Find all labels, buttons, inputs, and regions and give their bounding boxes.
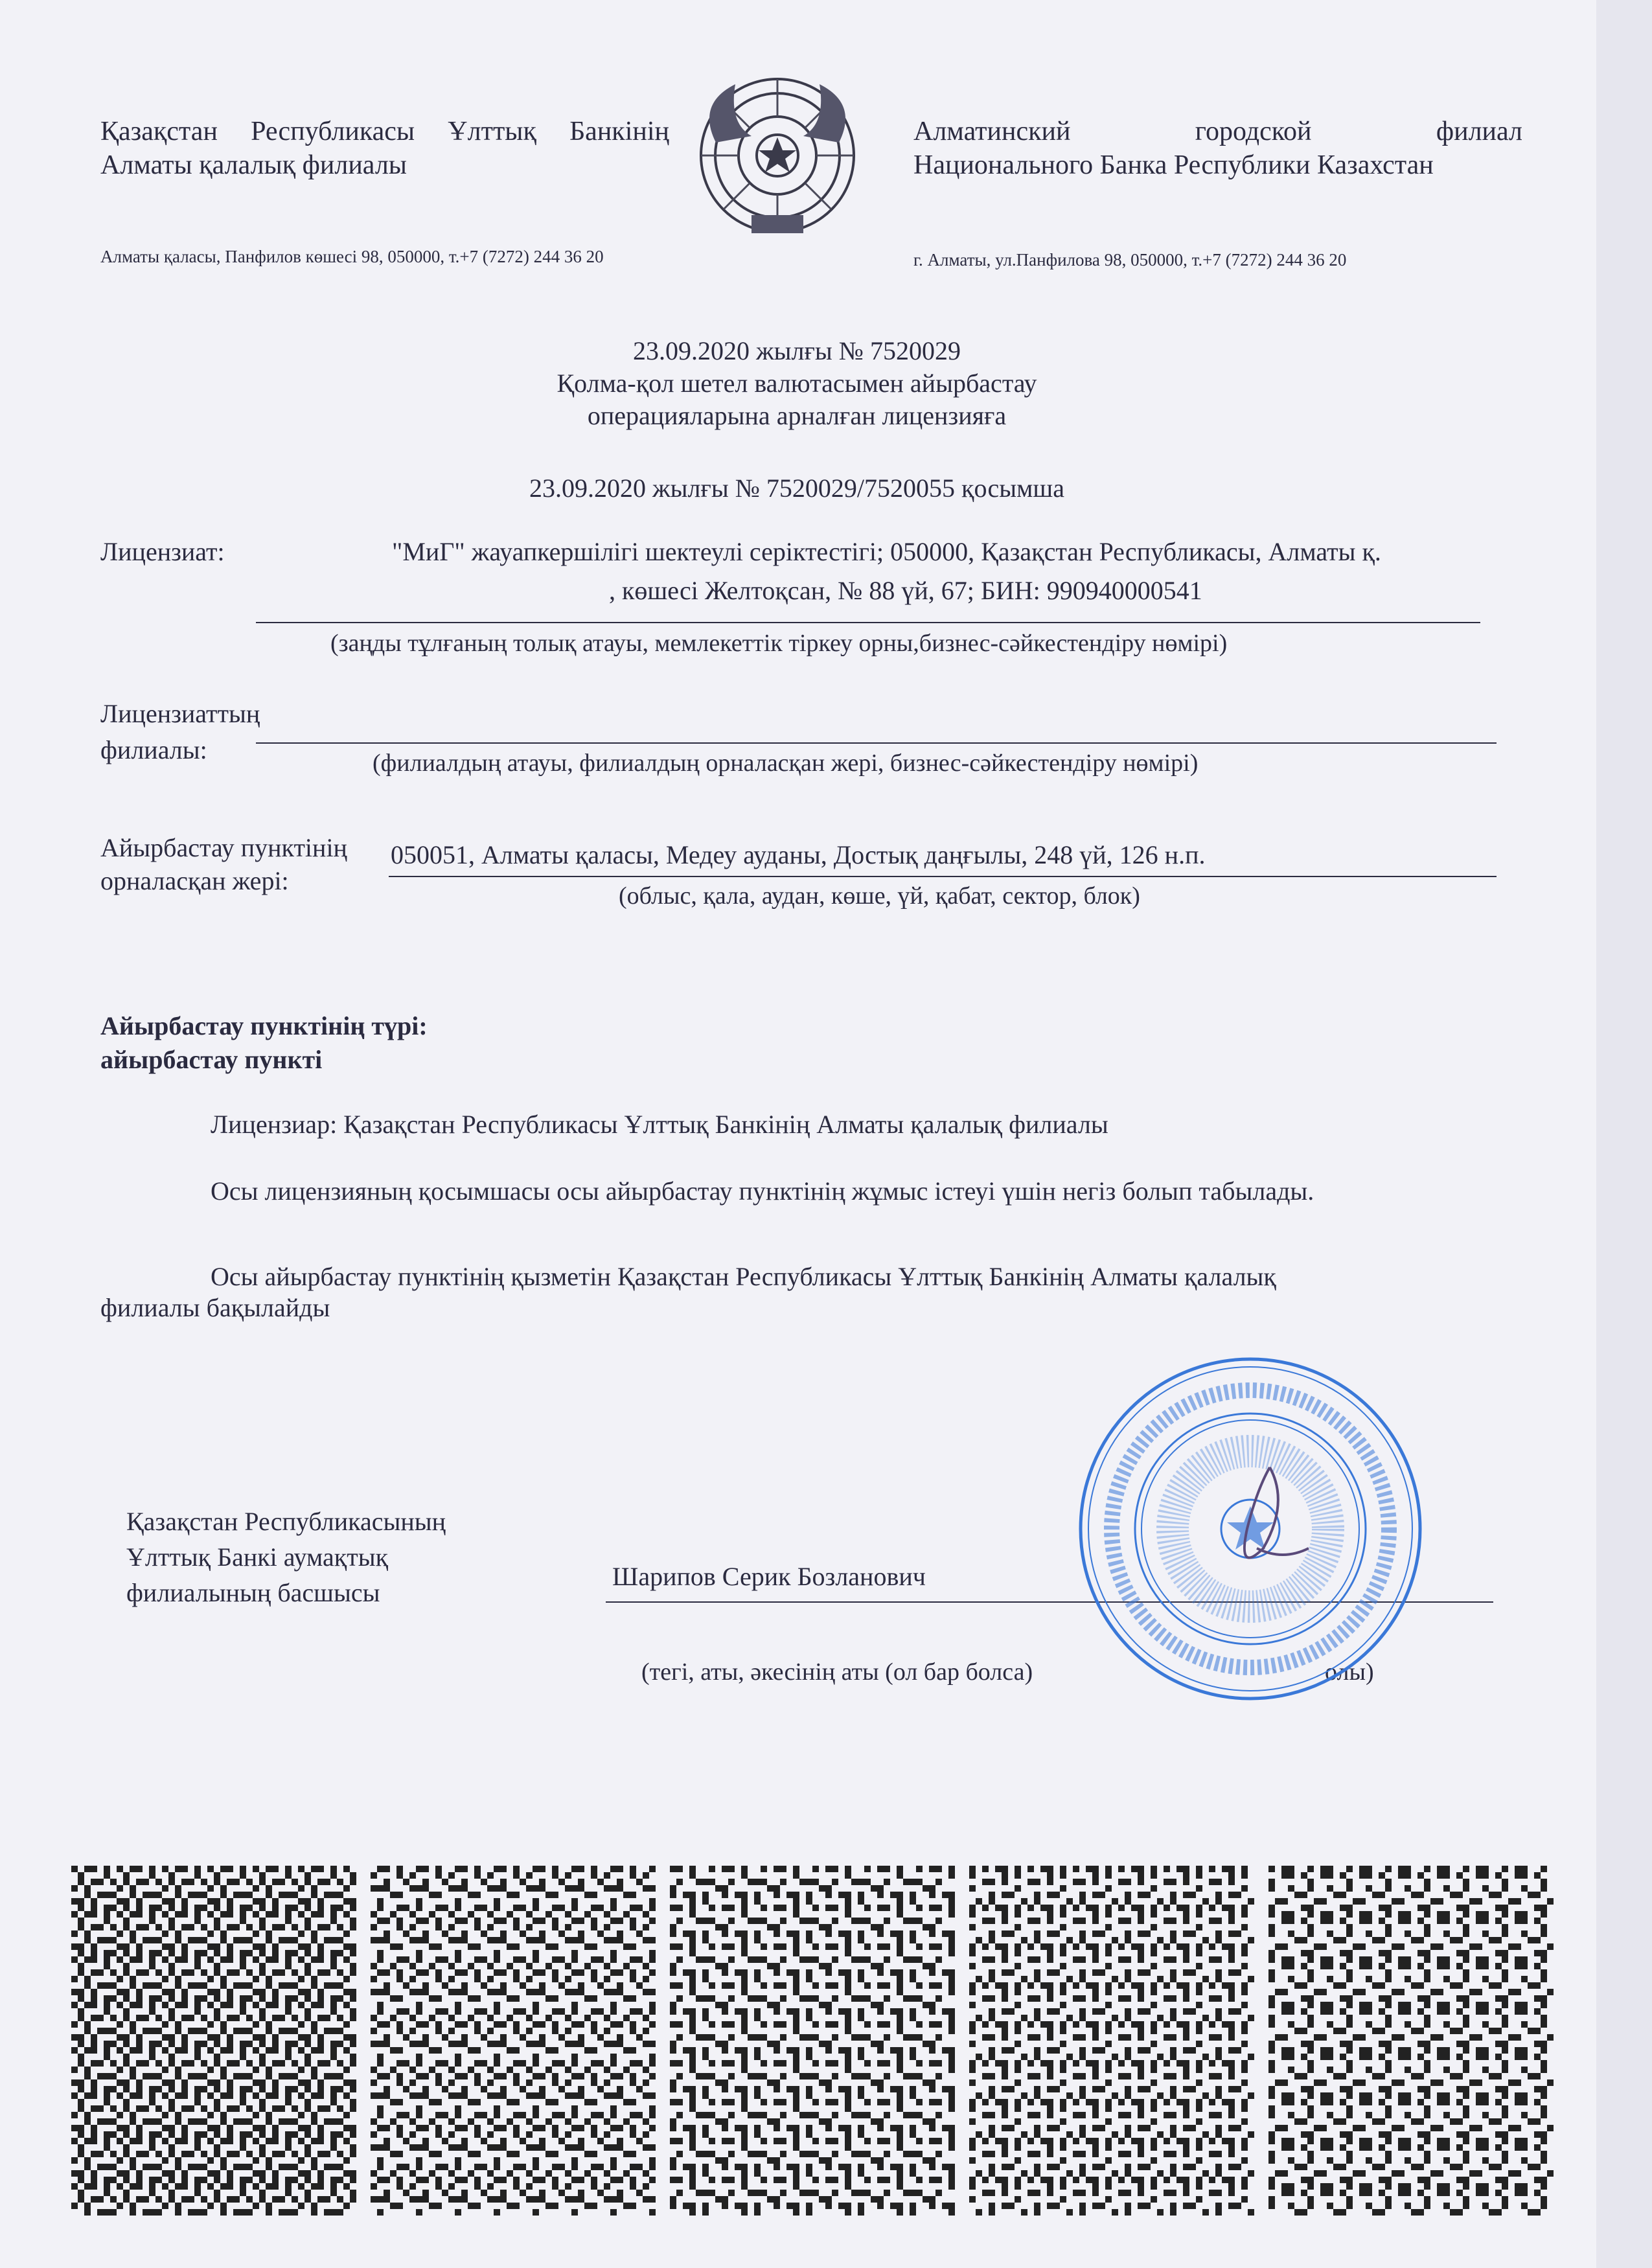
licensor-statement: Лицензиар: Қазақстан Республикасы Ұлттық Банкінің Алматы қалалық филиалы <box>211 1110 1108 1139</box>
license-number: 23.09.2020 жылғы № 7520029 <box>633 336 961 365</box>
kazakhstan-emblem-icon <box>690 65 865 246</box>
official-seal-stamp <box>1075 1354 1425 1704</box>
licensee-label: Лицензиат: <box>100 537 225 566</box>
license-title-line1: Қолма-қол шетел валютасымен айырбастау <box>556 369 1037 398</box>
location-underline <box>389 876 1497 877</box>
signer-caption-tail: олы) <box>1325 1658 1374 1686</box>
qr-code-icon <box>371 1866 656 2216</box>
header-left-address: Алматы қаласы, Панфилов көшесі 98, 050000, т.+7 (7272) 244 36 20 <box>100 247 604 266</box>
location-label-line2: орналасқан жері: <box>100 866 289 895</box>
header-right-title-line1: Алматинский городской филиал <box>913 117 1522 146</box>
branch-underline <box>256 742 1497 744</box>
location-value: 050051, Алматы қаласы, Медеу ауданы, Достық даңғылы, 248 үй, 126 н.п. <box>391 840 1206 869</box>
licensee-value-line1: "МиГ" жауапкершілігі шектеулі серіктестігі; 050000, Қазақстан Республикасы, Алматы қ. <box>392 537 1381 566</box>
basis-statement: Осы лицензияның қосымшасы осы айырбастау пунктінің жұмыс істеуі үшін негіз болып табылады. <box>211 1176 1314 1206</box>
signer-position-line1: Қазақстан Республикасының <box>126 1507 446 1536</box>
header-right-address: г. Алматы, ул.Панфилова 98, 050000, т.+7 (7272) 244 36 20 <box>913 250 1347 269</box>
qr-code-icon <box>1268 1866 1554 2216</box>
licensee-value-line2: , көшесі Желтоқсан, № 88 үй, 67; БИН: 990940000541 <box>609 576 1202 605</box>
point-type-value: айырбастау пункті <box>100 1045 323 1074</box>
location-label-line1: Айырбастау пунктінің <box>100 833 347 862</box>
control-statement-line2: филиалы бақылайды <box>100 1293 330 1322</box>
location-caption: (облыс, қала, аудан, көше, үй, қабат, сектор, блок) <box>619 882 1140 910</box>
signer-name: Шарипов Серик Бозланович <box>612 1562 926 1591</box>
scan-edge <box>1596 0 1652 2268</box>
signer-position-line2: Ұлттық Банкі аумақтық <box>126 1542 389 1572</box>
signer-caption: (тегі, аты, әкесінің аты (ол бар болса) <box>641 1658 1033 1686</box>
header-left-title-line2: Алматы қалалық филиалы <box>100 150 407 180</box>
signer-position-line3: филиалының басшысы <box>126 1578 380 1607</box>
header-right-title-line2: Национального Банка Республики Казахстан <box>913 150 1434 180</box>
point-type-label: Айырбастау пунктінің түрі: <box>100 1011 428 1040</box>
header-left-title-line1: Қазақстан Республикасы Ұлттық Банкінің <box>100 117 669 146</box>
qr-code-icon <box>969 1866 1254 2216</box>
licensee-caption: (заңды тұлғаның толық атауы, мемлекеттік тіркеу орны,бизнес-сәйкестендіру нөмірі) <box>330 630 1228 657</box>
branch-label-line2: филиалы: <box>100 735 207 764</box>
annex-number: 23.09.2020 жылғы № 7520029/7520055 қосымша <box>529 474 1064 503</box>
branch-caption: (филиалдың атауы, филиалдың орналасқан жері, бизнес-сәйкестендіру нөмірі) <box>373 750 1199 777</box>
qr-code-icon <box>670 1866 955 2216</box>
licensee-underline <box>256 622 1480 623</box>
control-statement-line1: Осы айырбастау пунктінің қызметін Қазақстан Республикасы Ұлттық Банкінің Алматы қалалық <box>211 1262 1276 1291</box>
branch-label-line1: Лицензиаттың <box>100 699 260 728</box>
qr-code-icon <box>71 1866 356 2216</box>
license-title-line2: операцияларына арналған лицензияға <box>587 401 1007 430</box>
